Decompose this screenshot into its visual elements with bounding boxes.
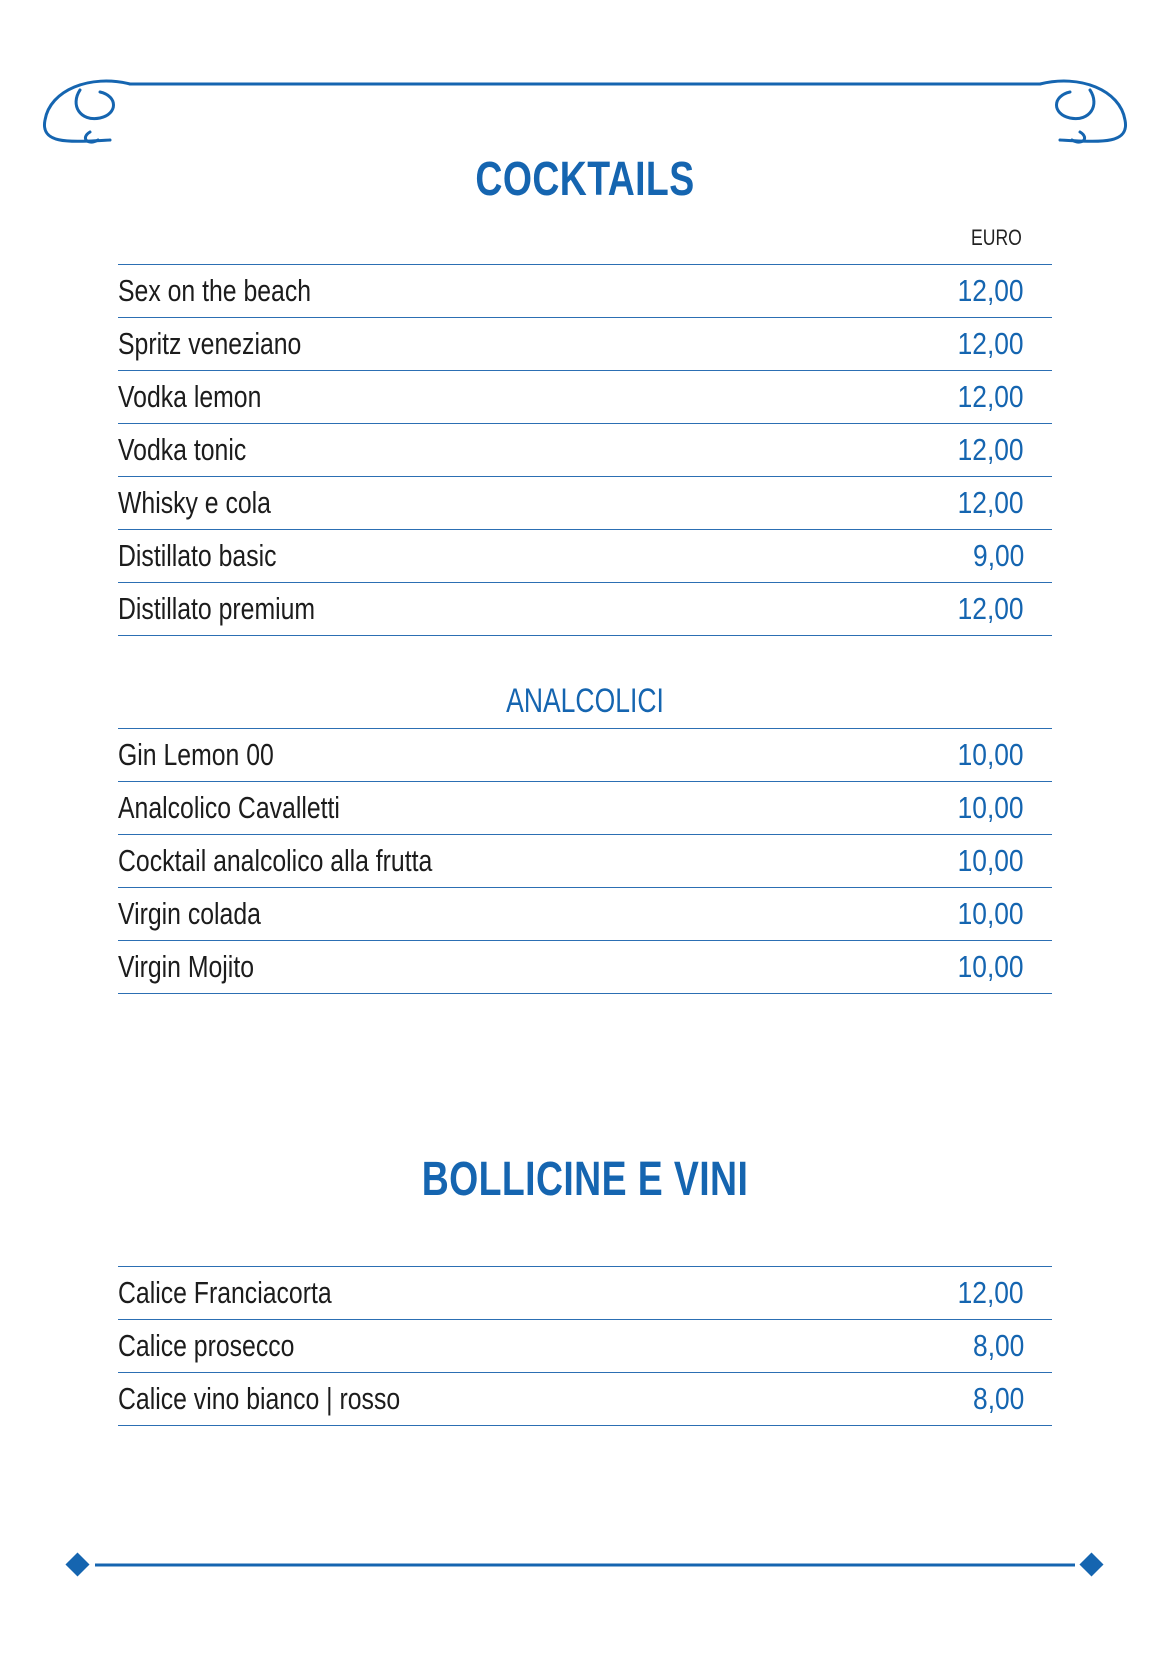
item-name: Analcolico Cavalletti: [118, 790, 340, 825]
item-name: Gin Lemon 00: [118, 737, 274, 772]
item-price: 8,00: [972, 1328, 1024, 1363]
item-price: 10,00: [958, 843, 1024, 878]
item-price: 10,00: [958, 896, 1024, 931]
list-item: [118, 529, 1052, 582]
item-name: Spritz veneziano: [118, 326, 302, 361]
cocktails-list: [118, 264, 1052, 636]
analcolici-list: [118, 728, 1052, 994]
vini-title: BOLLICINE E VINI: [421, 1153, 749, 1206]
item-name: Sex on the beach: [118, 273, 312, 308]
item-name: Virgin Mojito: [118, 949, 255, 984]
list-item: [118, 317, 1052, 370]
item-price: 12,00: [958, 485, 1024, 520]
item-price: 12,00: [958, 326, 1024, 361]
item-name: Calice prosecco: [118, 1328, 295, 1363]
item-price: 12,00: [958, 273, 1024, 308]
list-item: [118, 728, 1052, 781]
item-name: Distillato premium: [118, 591, 316, 626]
item-price: 10,00: [958, 790, 1024, 825]
list-item: [118, 1319, 1052, 1372]
item-name: Calice Franciacorta: [118, 1275, 332, 1310]
list-item: [118, 582, 1052, 636]
currency-label: EURO: [971, 225, 1022, 250]
list-item: [118, 423, 1052, 476]
list-item: [118, 781, 1052, 834]
item-name: Cocktail analcolico alla frutta: [118, 843, 433, 878]
list-item: [118, 887, 1052, 940]
list-item: [118, 1372, 1052, 1426]
item-name: Vodka tonic: [118, 432, 247, 467]
item-name: Whisky e cola: [118, 485, 271, 520]
item-price: 12,00: [958, 591, 1024, 626]
item-price: 12,00: [958, 1275, 1024, 1310]
item-price: 10,00: [958, 737, 1024, 772]
list-item: [118, 370, 1052, 423]
item-name: Virgin colada: [118, 896, 261, 931]
vini-list: [118, 1266, 1052, 1426]
item-name: Distillato basic: [118, 538, 277, 573]
item-price: 10,00: [958, 949, 1024, 984]
list-item: [118, 476, 1052, 529]
analcolici-title: ANALCOLICI: [506, 682, 664, 720]
item-name: Calice vino bianco | rosso: [118, 1381, 401, 1416]
item-price: 8,00: [972, 1381, 1024, 1416]
item-price: 12,00: [958, 379, 1024, 414]
item-price: 9,00: [972, 538, 1024, 573]
cocktails-title: COCKTAILS: [475, 153, 695, 206]
footer-diamond-rule-icon: [0, 1550, 1170, 1580]
list-item: [118, 264, 1052, 317]
list-item: [118, 834, 1052, 887]
list-item: [118, 1266, 1052, 1319]
list-item: [118, 940, 1052, 994]
item-price: 12,00: [958, 432, 1024, 467]
item-name: Vodka lemon: [118, 379, 262, 414]
